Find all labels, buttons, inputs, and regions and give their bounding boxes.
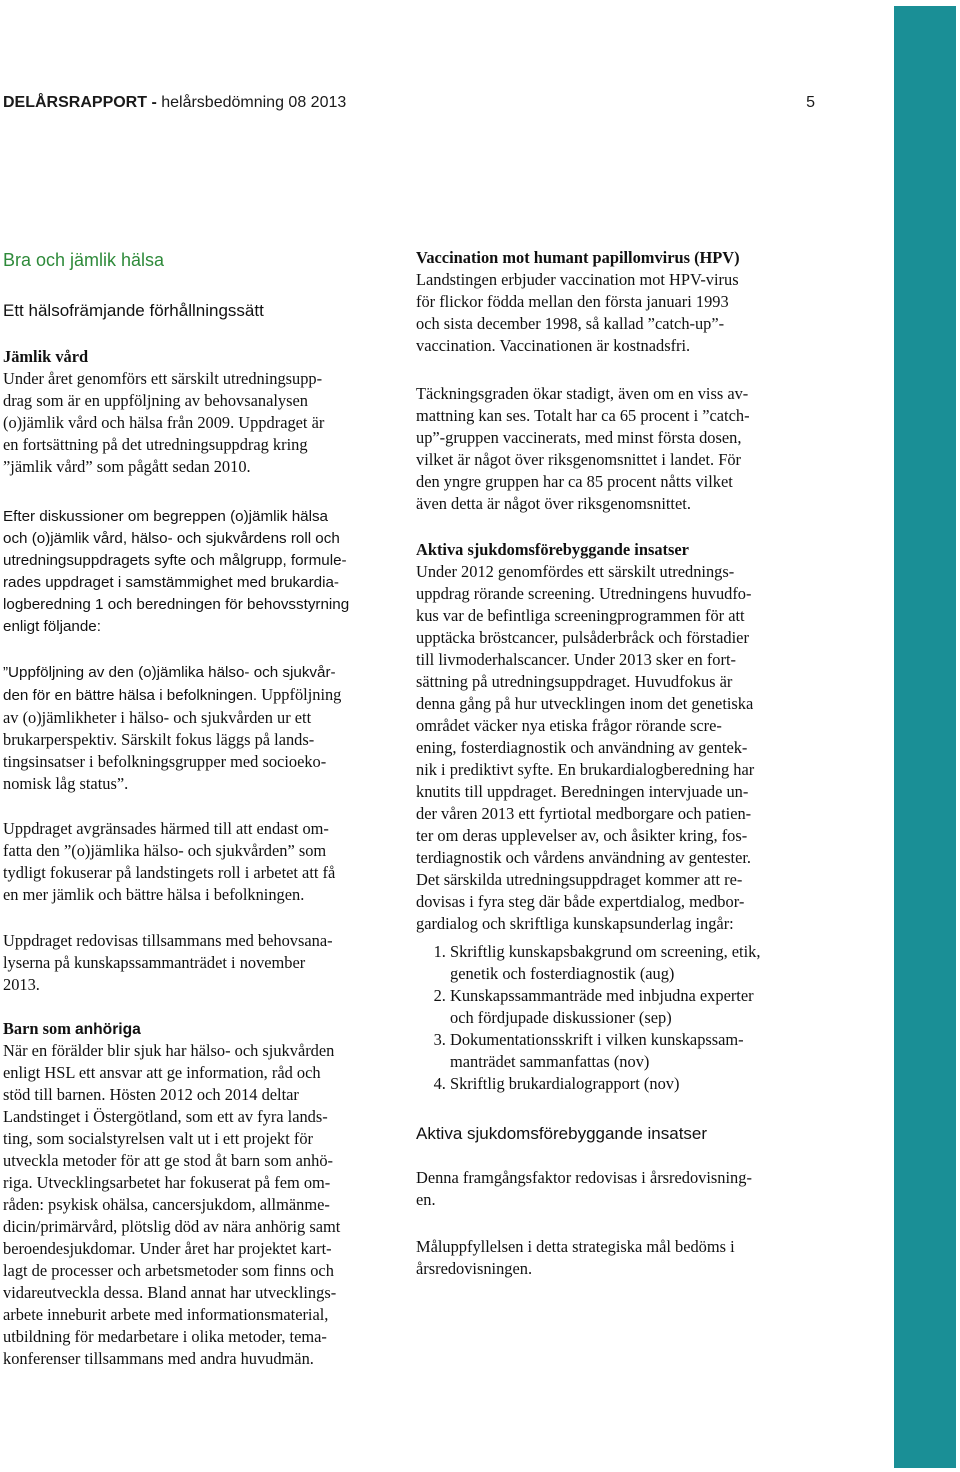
page-number: 5: [806, 94, 815, 111]
report-title: [3, 94, 346, 112]
tackningsgrad-text: Täckningsgraden ökar stadigt, även om en viss av- mattning kan ses. Totalt har ca 65 procent i ”catch- up”-gruppen vaccinerats, med minst första dosen, vilket är något över riksgenomsnittet i landet. För den yngre gruppen har ca 85 procent nåtts vilket även detta är något över riksgenomsnittet.: [416, 384, 750, 513]
list-item: 3. Dokumentationsskrift i vilken kunskapssam- manträdet sammanfattas (nov): [450, 1029, 760, 1073]
report-title-bold: DELÅRSRAPPORT -: [3, 94, 157, 111]
accent-side-bar: [894, 6, 956, 1468]
barn-som-anhoriga-text: När en förälder blir sjuk har hälso- och sjukvården enligt HSL ett ansvar att ge information, råd och stöd till barnen. Hösten 2012 och 2014 deltar Landstinget i Östergötland, som ett av fyra lands- ting, som socialstyrelsen valt ut i ett projekt för utveckla metoder för att ge stod åt barn som anhö- riga. Utvecklingsarbetet har fokuserat på fem om- råden: psykisk ohälsa, cancersjukdom, allmänme- dicin/primärvård, plötslig död av nära anhörig samt beroendesjukdomar. Under året har projektet kart- lagt de processer och arbetsmetoder som finns och vidareutveckla dessa. Bland annat har utvecklings- arbete inneburit arbete med informationsmaterial, utbildning för medarbetare i olika metoder, tema- konferenser tillsammans med andra huvudmän.: [3, 1041, 341, 1368]
jamlik-vard-text: Under året genomförs ett särskilt utredningsupp- drag som är en uppföljning av behovsanalysen (o)jämlik vård och hälsa från 2009. Uppdraget är en fortsättning på det utredningsuppdrag kring ”jämlik vård” som pågått sedan 2010.: [3, 369, 325, 476]
aktiva-insatser-text: Under 2012 genomfördes ett särskilt utrednings- uppdrag rörande screening. Utredningens huvudfo- kus var de befintliga screeningprogrammen för att upptäcka bröstcancer, pulsåderbråck och förstadier till livmoderhalscancer. Under 2013 sker en fort- sättning på utredningsuppdraget. Huvudfokus är denna gång på hur utvecklingen inom det genetiska området väcker nya etiska frågor rörande scre- ening, fosterdiagnostik och användning av gentek- nik i prediktivt syfte. En brukardialogberedning har knutits till uppdraget. Beredningen intervjuade un- der våren 2013 ett fyrtiotal medborgare och patien- ter om deras upplevelser av, och åsikter kring, fos- terdiagnostik och vårdens användning av gentester. Det särskilda utredningsuppdraget kommer att re- dovisas i fyra steg där både expertdialog, medbor- gardialog och skriftliga kunskapsunderlag ingår:: [416, 562, 755, 933]
sub-heading: Ett hälsofrämjande förhållningssätt: [3, 301, 264, 320]
redovisas-text: Uppdraget redovisas tillsammans med behovsana- lyserna på kunskapssammanträdet i november 2013.: [3, 931, 333, 994]
quote-rest: Uppföljning av (o)jämlikheter i hälso- och sjukvården ur ett brukarperspektiv. Särskilt fokus läggs på lands- tingsinsatser i befolkningsgrupper med socioeko- nomisk låg status”.: [3, 685, 342, 793]
framgangsfaktor-text: Denna framgångsfaktor redovisas i årsredovisning- en.: [416, 1168, 752, 1209]
aktiva-insatser-title: Aktiva sjukdomsförebyggande insatser: [416, 540, 689, 559]
report-title-rest: helårsbedömning 08 2013: [156, 94, 347, 111]
aktiva-insatser-heading: Aktiva sjukdomsförebyggande insatser: [416, 1124, 708, 1143]
barn-som-anhoriga-title: [3, 1018, 141, 1041]
quote-start: ”Uppföljning av den (o)jämlika hälso- och sjukvår- den för en bättre hälsa i befolkningen.: [3, 664, 336, 704]
efter-diskussioner-text: Efter diskussioner om begreppen (o)jämlik hälsa och (o)jämlik vård, hälso- och sjukvårdens roll och utredningsuppdragets syfte och målgrupp, formule- rades uppdraget i samstämmighet med brukardia- logberedning 1 och beredningen för behovsstyrning enligt följande:: [3, 508, 350, 635]
jamlik-vard-title: Jämlik vård: [3, 347, 89, 366]
barn-title-part1: Barn som: [3, 1019, 75, 1038]
hpv-text: Landstingen erbjuder vaccination mot HPV-virus för flickor födda mellan den första januari 1993 och sista december 1998, så kallad ”catch-up”- vaccination. Vaccinationen är kostnadsfri.: [416, 270, 739, 355]
list-item: 2. Kunskapssammanträde med inbjudna experter och fördjupade diskussioner (sep): [450, 985, 760, 1029]
barn-title-part2: anhöriga: [74, 1021, 141, 1038]
page-header: [3, 94, 815, 122]
list-item: 4. Skriftlig brukardialograpport (nov): [450, 1073, 760, 1095]
section-heading: Bra och jämlik hälsa: [3, 250, 165, 270]
hpv-title: Vaccination mot humant papillomvirus (HPV): [416, 248, 740, 267]
maluppfyllelse-text: Måluppfyllelsen i detta strategiska mål bedöms i årsredovisningen.: [416, 1237, 735, 1278]
screening-steps-list: [418, 941, 760, 1095]
list-item: 1. Skriftlig kunskapsbakgrund om screening, etik, genetik och fosterdiagnostik (aug): [450, 941, 760, 985]
quote-paragraph: [3, 661, 341, 795]
avgransas-text: Uppdraget avgränsades härmed till att endast om- fatta den ”(o)jämlika hälso- och sjukvården” som tydligt fokuserar på landstingets roll i arbetet att få en mer jämlik och bättre hälsa i befolkningen.: [3, 819, 336, 904]
